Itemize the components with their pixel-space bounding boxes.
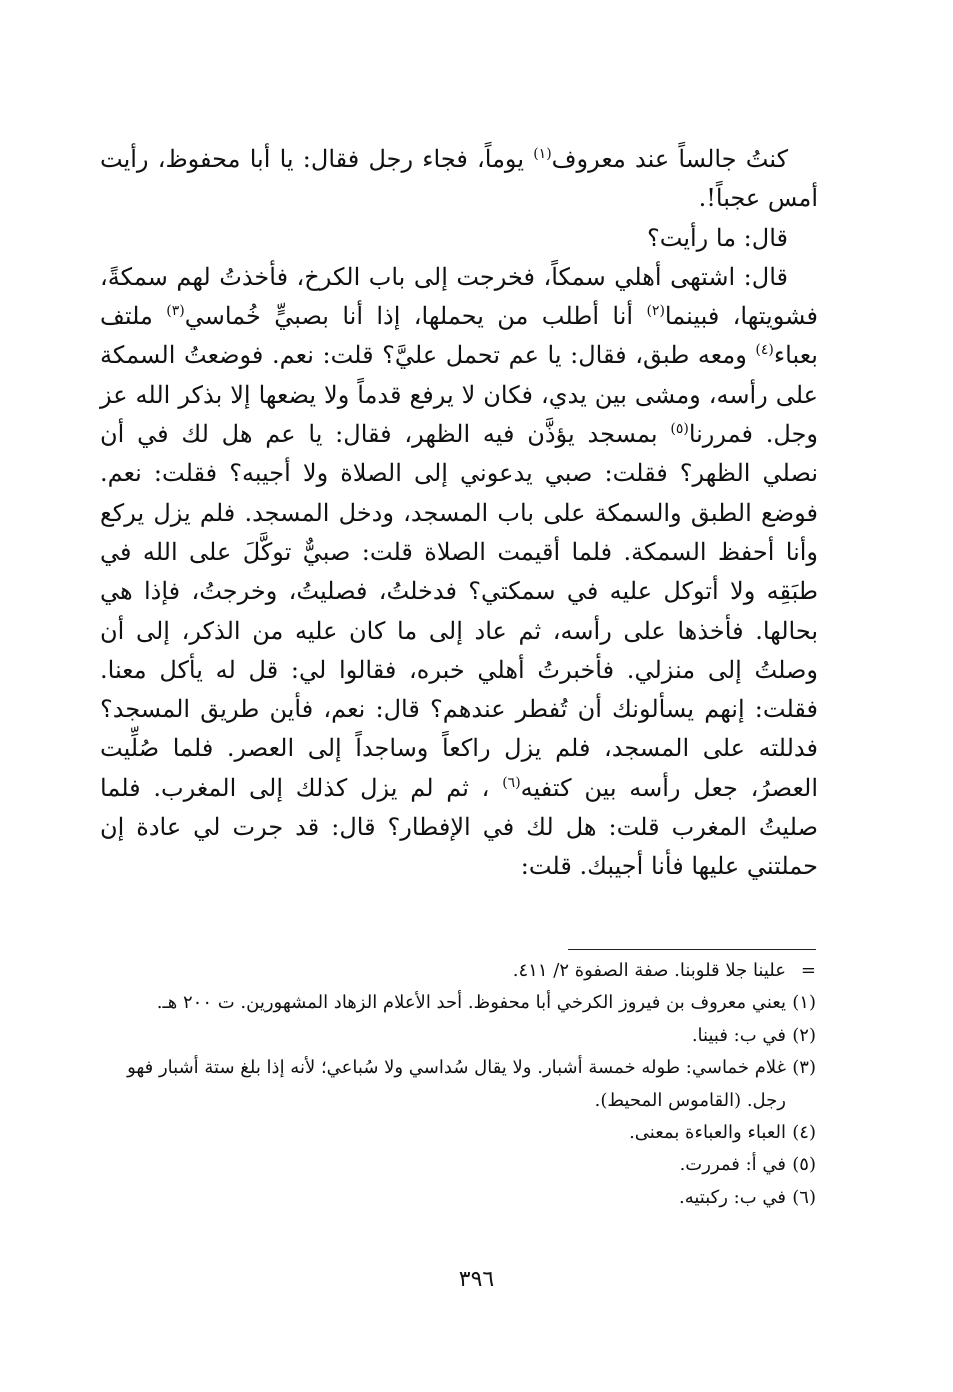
- footnote-text: في ب: فبينا.: [691, 1024, 786, 1046]
- main-text: [100, 140, 818, 887]
- footnote-text: علينا جلا قلوبنا. صفة الصفوة ٢/ ٤١١.: [512, 960, 786, 981]
- footnote-ref-6: (٦): [502, 774, 521, 791]
- footnote-number: (٣): [792, 1057, 816, 1079]
- footnote-text: يعني معروف بن فيروز الكرخي أبا محفوظ. أحد الأعلام الزهاد المشهورين. ت ٢٠٠ هـ.: [156, 992, 786, 1014]
- paragraph-1: [100, 140, 818, 219]
- footnote-6: [90, 1182, 816, 1214]
- footnote-ref-1: (١): [533, 146, 552, 162]
- footnotes: [90, 955, 816, 1214]
- text-run: أنا أطلب من يحملها، إذا أنا بصبيٍّ خُماسي: [184, 302, 647, 331]
- text-run: بمسجد يؤذَّن فيه الظهر، فقال: يا عم هل لك في أن نصلي الظهر؟ فقلت: صبي يدعوني إلى الصلاة ولا أجيبه؟ فقلت: نعم. فوضع الطبق والسمكة على باب المسجد، ودخل المسجد. فلم يزل يركع وأنا أحفظ السمكة. فلما أقيمت الصلاة قلت: صبيٌّ توكَّلَ على الله في طبَقِه ولا أتوكل عليه في سمكتي؟ فدخلتُ، فصليتُ، وخرجتُ، فإذا هي بحالها. فأخذها على رأسه، ثم عاد إلى ما كان عليه من الذكر، إلى أن وصلتُ إلى منزلي. فأخبرتُ أهلي خبره، فقالوا لي: قل له يأكل معنا. فقلت: إنهم يسألونك أن تُفطر عندهم؟ قال: نعم، فأين طريق المسجد؟ فدللته على المسجد، فلم يزل راكعاً وساجداً إلى العصر. فلما صُلِّيت العصرُ، جعل رأسه بين كتفيه: [100, 420, 819, 802]
- text-run: يوماً، فجاء رجل فقال: يا أبا محفوظ، رأيت أمس عجباً!.: [100, 145, 818, 213]
- text-run: ومعه طبق، فقال: يا عم تحمل عليَّ؟ قلت: نعم. فوضعتُ السمكة على رأسه، ومشى بين يدي، فكان لا يرفع قدماً ولا يضعها إلا بذكر الله عز وجل. فمررنا: [100, 341, 819, 449]
- paragraph-2: قال: ما رأيت؟: [647, 223, 788, 252]
- paragraph-3: [100, 258, 818, 887]
- footnote-number: (٥): [792, 1154, 816, 1176]
- footnote-divider: [568, 949, 816, 950]
- footnote-number: (٤): [792, 1122, 816, 1144]
- text-run: قال: اشتهى أهلي سمكاً، فخرجت إلى باب الكرخ، فأخذتُ لهم سمكةً، فشويتها، فبينما: [100, 262, 819, 331]
- footnote-ref-4: (٤): [755, 342, 774, 359]
- footnote-number: (٢): [792, 1024, 816, 1046]
- footnote-text: غلام خماسي: طوله خمسة أشبار. ولا يقال سُداسي ولا سُباعي؛ لأنه إذا بلغ ستة أشبار فهو رجل. (القاموس المحيط).: [127, 1057, 786, 1111]
- footnote-number: (٦): [792, 1186, 816, 1208]
- footnote-continued: [90, 955, 816, 987]
- footnote-2: [90, 1020, 816, 1052]
- footnote-text: العباء والعباءة بمعنى.: [629, 1122, 786, 1144]
- footnote-number: (١): [792, 992, 816, 1014]
- footnote-1: [90, 987, 816, 1019]
- text-run: ملتف بعباء: [100, 302, 818, 370]
- footnote-ref-5: (٥): [670, 421, 689, 438]
- footnote-3: [90, 1052, 816, 1117]
- footnote-ref-3: (٣): [166, 303, 185, 320]
- footnote-text: في ب: ركبتيه.: [679, 1186, 786, 1208]
- footnote-number: =: [800, 960, 816, 981]
- footnote-ref-2: (٢): [646, 303, 665, 320]
- page-number: ٣٩٦: [458, 1267, 495, 1292]
- footnote-4: [90, 1117, 816, 1149]
- text-run: ، ثم لم يزل كذلك إلى المغرب. فلما صليتُ المغرب قلت: هل لك في الإفطار؟ قال: قد جرت لي عادة إن حملتني عليها فأنا أجيبك. قلت:: [100, 773, 818, 881]
- footnote-5: [90, 1149, 816, 1181]
- text-run: كنتُ جالساً عند معروف: [551, 145, 788, 173]
- footnote-text: في أ: فمررت.: [679, 1154, 786, 1176]
